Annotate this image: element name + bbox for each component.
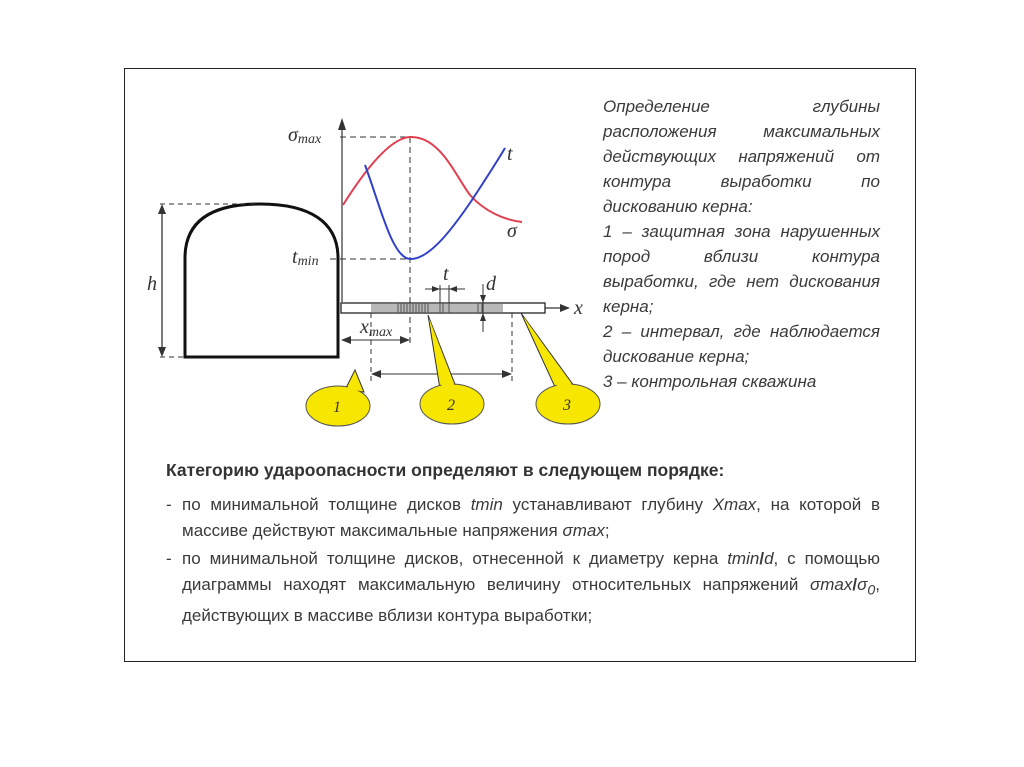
sigma-curve-label: σ — [507, 220, 517, 242]
x-axis-arrow — [560, 304, 570, 312]
interval-arrow-right — [502, 370, 512, 378]
h-arrow-bottom — [158, 347, 166, 357]
description-title: Определение глубины расположения максимальных действующих напряжений от контура выработки по дискованию керна: — [603, 97, 880, 216]
bullet-dash: - — [166, 495, 172, 514]
x-axis-label: x — [574, 297, 583, 319]
t-curve-label: t — [507, 143, 513, 165]
t-dim-label: t — [443, 263, 449, 285]
sigma-max-label: σmax — [288, 124, 322, 147]
interval-arrow-left — [371, 370, 381, 378]
tunnel-contour — [185, 204, 338, 357]
svg-text:2: 2 — [447, 397, 455, 414]
h-label: h — [147, 273, 157, 295]
x-max-label: xmax — [360, 316, 393, 340]
callout-2 — [420, 315, 484, 424]
t-dim-arrow-left — [432, 286, 440, 292]
procedure-item-2 — [166, 546, 880, 629]
x-max-arrow-right — [400, 336, 410, 344]
diagram-description — [603, 94, 880, 394]
procedure-item-1-text: по минимальной толщине дисков tmin устанавливают глубину Xmax, на которой в массиве действуют максимальные напряжения σmax; — [182, 495, 880, 540]
x-max-arrow-left — [341, 336, 351, 344]
svg-text:1: 1 — [333, 399, 341, 416]
plot-axis-arrow — [338, 118, 346, 130]
h-arrow-top — [158, 204, 166, 214]
procedure-list — [166, 492, 880, 631]
bullet-dash: - — [166, 549, 172, 568]
description-item-3: 3 – контрольная скважина — [603, 372, 817, 391]
procedure-item-2-text: по минимальной толщине дисков, отнесенной к диаметру керна tmin/d, с помощью диаграммы находят максимальную величину относительных напряжений σmax/$\sigma_0$, действующих в массиве вблизи контура выработки; — [182, 549, 880, 626]
d-dim-arrow-bottom — [480, 313, 486, 321]
description-item-1: 1 – защитная зона нарушенных пород вблизи контура выработки, где нет дискования керна; — [603, 222, 880, 316]
t-curve — [365, 148, 505, 259]
d-dim-label: d — [486, 273, 496, 295]
procedure-heading: Категорию удароопасности определяют в следующем порядке: — [166, 460, 725, 480]
callout-1 — [306, 370, 370, 426]
procedure-item-1 — [166, 492, 880, 544]
description-item-2: 2 – интервал, где наблюдается дискование керна; — [603, 322, 880, 366]
t-dim-arrow-right — [449, 286, 457, 292]
callout-3 — [521, 313, 600, 424]
svg-text:3: 3 — [563, 397, 571, 414]
d-dim-arrow-top — [480, 295, 486, 303]
t-min-label: tmin — [292, 246, 319, 269]
